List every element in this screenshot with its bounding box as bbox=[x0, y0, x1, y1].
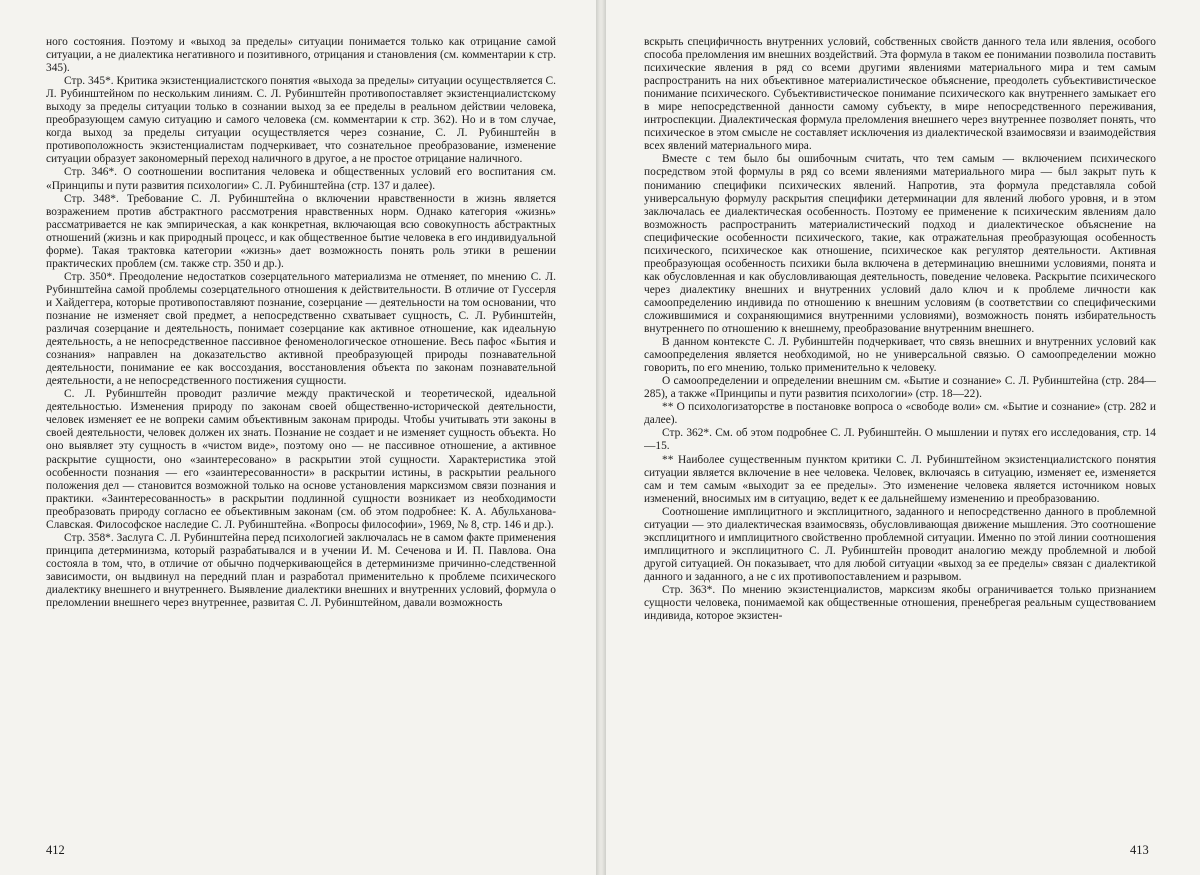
paragraph: ного состояния. Поэтому и «выход за пределы» ситуации понимается только как отрицание самой ситуации, а не диалектика негативного и позитивного, отрицания и становления (см. комментарии к стр. 345). bbox=[46, 36, 556, 75]
paragraph: В данном контексте С. Л. Рубинштейн подчеркивает, что связь внешних и внутренних условий как самоопределения является необходимой, но не универсальной связью. О самоопределении можно говорить, по его мнению, только применительно к человеку. bbox=[644, 336, 1156, 375]
paragraph: вскрыть специфичность внутренних условий, собственных свойств данного тела или явления, особого способа преломления им внешних воздействий. Эта формула в таком ее понимании позволила поставить психические явления в ряд со всеми другими явлениями материального мира и тем самым распространить на них объективное материалистическое объяснение, преодолеть субъективистическое понимание психического. Субъективистическое понимание психического как внутреннего замыкает его в мире непосредственной данности самому субъекту, в мире непосредственного переживания, интроспекции. Диалектическая формула преломления внешнего через внутреннее позволяет понять, что психическое в этом смысле не составляет исключения из диалектической взаимосвязи и взаимодействия всех явлений материального мира. bbox=[644, 36, 1156, 153]
paragraph: О самоопределении и определении внешним см. «Бытие и сознание» С. Л. Рубинштейна (стр. 284—285), а также «Принципы и пути развития психологии» (стр. 18—22). bbox=[644, 375, 1156, 401]
paragraph: Вместе с тем было бы ошибочным считать, что тем самым — включением психического посредством этой формулы в ряд со всеми явлениями материального мира — был закрыт путь к пониманию специфики психических явлений. Напротив, эта формула представляла собой универсальную формулу раскрытия специфики детерминации для явлений любого уровня, и в этом заключалась ее диалектическая особенность. Поэтому ее применение к психическим явлениям дало возможность распространить материалистический подход и диалектическое объяснение на специфические особенности психического, такие, как отражательная преобразующая особенность психического, психическое как отношение, психическое как регулятор деятельности. Активная преобразующая особенность психики была включена в детерминацию внешними условиями, понята и как обусловленная и как обусловливающая деятельность, поведение человека. Раскрытие психического через диалектику внешних и внутренних условий дало ключ и к проблеме личности как самоопределению индивида по отношению к внешним условиям (в соответствии со специфическими сложившимися и сохраняющимися внутренними условиями), возможность понять избирательность внутреннего по отношению к внешнему, преобразование внутренним внешнего. bbox=[644, 153, 1156, 336]
paragraph: ** Наиболее существенным пунктом критики С. Л. Рубинштейном экзистенциалистского понятия ситуации является включение в нее человека. Человек, включаясь в ситуацию, изменяет ее, изменяется сам и тем самым «выходит за ее пределы». Это изменение человека является источником новых изменений, вносимых им в ситуацию, ведет к ее дальнейшему изменению и преобразованию. bbox=[644, 453, 1156, 505]
paragraph: Стр. 358*. Заслуга С. Л. Рубинштейна перед психологией заключалась не в самом факте применения принципа детерминизма, который разрабатывался и в учении И. М. Сеченова и И. П. Павлова. Она состояла в том, что, в отличие от обычно подчеркивающейся в детерминизме причинно-следственной зависимости, он выдвинул на передний план и разработал применительно к проблеме психического диалектику внешнего и внутреннего. Выявление диалектики внешних и внутренних условий, формула о преломлении внешнего через внутреннее, развитая С. Л. Рубинштейном, давали возможность bbox=[46, 531, 556, 610]
paragraph: Стр. 346*. О соотношении воспитания человека и общественных условий его воспитания см. «Принципы и пути развития психологии» С. Л. Рубинштейна (стр. 137 и далее). bbox=[46, 166, 556, 192]
book-gutter bbox=[596, 0, 606, 875]
paragraph: Стр. 345*. Критика экзистенциалистского понятия «выхода за пределы» ситуации осуществляется С. Л. Рубинштейном по нескольким линиям. С. Л. Рубинштейн противопоставляет экзистенциалистскому выходу за пределы ситуации только в сознании выход за ее пределы в реальном действии человека, преобразующем самую ситуацию и самого человека (см. комментарии к стр. 362). Но и в том случае, когда выход за пределы ситуации осуществляется через сознание, С. Л. Рубинштейн в противоположность экзистенциалистам подчеркивает, что сознательное преобразование, изменение ситуации образует закономерный переход наличного в другое, а не простое отрицание наличного. bbox=[46, 75, 556, 166]
paragraph: Стр. 363*. По мнению экзистенциалистов, марксизм якобы ограничивается только признанием сущности человека, понимаемой как общественные отношения, пренебрегая реальным существованием индивида, которое экзистен- bbox=[644, 583, 1156, 623]
paragraph: Стр. 348*. Требование С. Л. Рубинштейна о включении нравственности в жизнь является возражением против абстрактного рассмотрения нравственных норм. Однако категория «жизнь» рассматривается не как эмпирическая, а как конкретная, включающая всю совокупность абстрактных отношений (жизнь и как природный процесс, и как общественное бытие человека в его индивидуальной форме). Такая трактовка категории «жизнь» дает возможность понять роль этики в решении практических проблем (см. также стр. 350 и др.). bbox=[46, 192, 556, 270]
right-page-text bbox=[644, 36, 1156, 836]
paragraph: ** О психологизаторстве в постановке вопроса о «свободе воли» см. «Бытие и сознание» (стр. 282 и далее). bbox=[644, 401, 1156, 427]
right-page-number: 413 bbox=[1130, 843, 1149, 857]
paragraph: Стр. 350*. Преодоление недостатков созерцательного материализма не отменяет, по мнению С. Л. Рубинштейна самой проблемы созерцательного отношения к действительности. В отличие от Гуссерля и Хайдеггера, которые противопоставляют познание, созерцание — деятельности на том основании, что познание не изменяет свой предмет, а непосредственно схватывает сущность, С. Л. Рубинштейн, различая созерцание и деятельность, понимает созерцание как активное отношение, как идеальную деятельность, а не непосредственное пассивное феноменологическое отношение. Весь пафос «Бытия и сознания» направлен на доказательство активной преобразующей природы познавательной деятельности, понимание ее как воссоздания, восстановления объекта по законам познавательной деятельности, а не непосредственного постижения сущности. bbox=[46, 270, 556, 388]
left-page-text bbox=[46, 36, 556, 836]
paragraph: Стр. 362*. См. об этом подробнее С. Л. Рубинштейн. О мышлении и путях его исследования, стр. 14—15. bbox=[644, 427, 1156, 453]
left-page-number: 412 bbox=[46, 843, 65, 857]
paragraph: С. Л. Рубинштейн проводит различие между практической и теоретической, идеальной деятельностью. Изменения природу по законам своей общественно-исторической деятельности, человек изменяет ее не вопреки самим объективным законам природы. Чтобы учитывать эти законы в своей деятельности, человек должен их знать. Познание не создает и не изменяет сущность объекта. Но оно выявляет эту сущность в «чистом виде», поэтому оно — не пассивное отношение, а активное раскрытие сущности, оно «заинтересовано» в раскрытии этой сущности. Характеристика этой особенности познания — его «заинтересованности» в раскрытии истины, в раскрытии реального положения дел — становится возможной только на основе установления марксизмом связи познания и практики. «Заинтересованность» в раскрытии подлинной сущности возникает из необходимости преобразовать природу согласно ее объективным законам (см. об этом подробнее: К. А. Абульханова-Славская. Философское наследие С. Л. Рубинштейна. «Вопросы философии», 1969, № 8, стр. 146 и др.). bbox=[46, 388, 556, 531]
paragraph: Соотношение имплицитного и эксплицитного, заданного и непосредственно данного в проблемной ситуации — это диалектическая взаимосвязь, обусловливающая движение мышления. Это соотношение эксплицитного и имплицитного свойственно проблемной ситуации. Именно по этой линии соотношения имплицитного и эксплицитного С. Л. Рубинштейн проводит аналогию между проблемной и любой другой ситуацией. Он показывает, что для любой ситуации «выход за ее пределы» связан с диалектикой данного и заданного, а не с их противопоставлением и разрывом. bbox=[644, 505, 1156, 583]
